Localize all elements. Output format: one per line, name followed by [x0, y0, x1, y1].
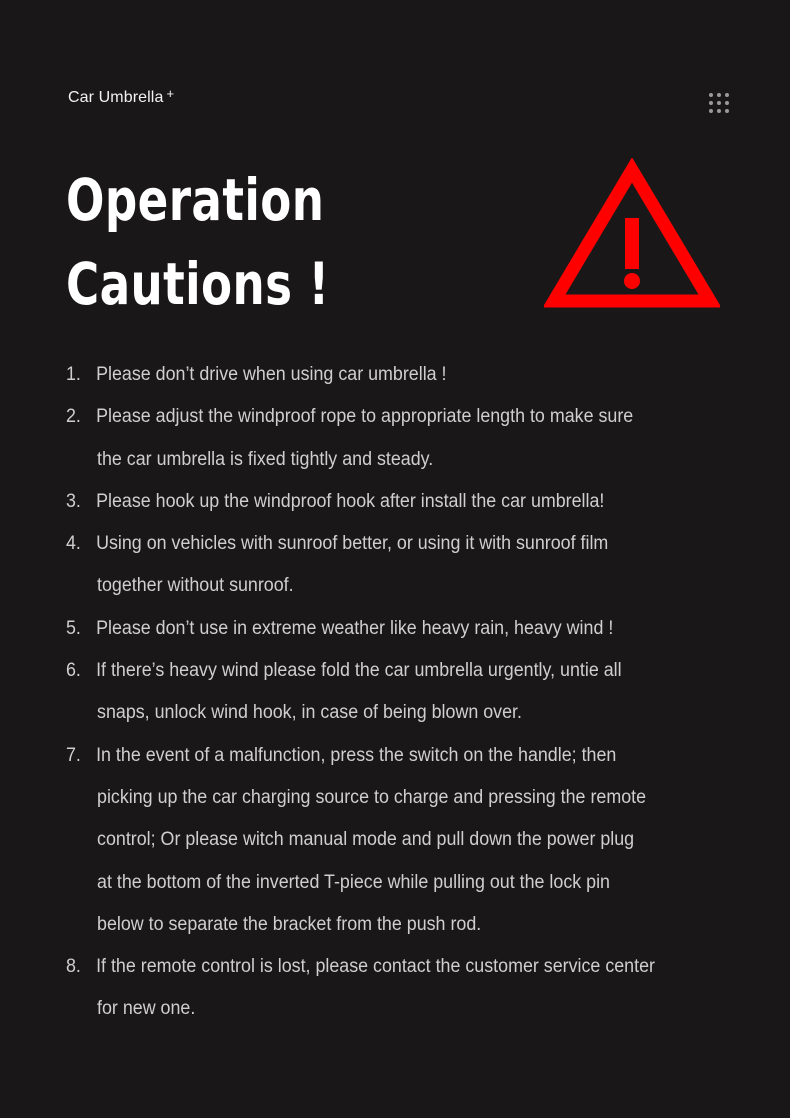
brand-title	[68, 86, 175, 107]
caution-text-line: If the remote control is lost, please contact the customer service center	[96, 956, 655, 978]
caution-text-line: at the bottom of the inverted T-piece while pulling out the lock pin	[97, 871, 610, 893]
caution-text-line: control; Or please witch manual mode and pull down the power plug	[97, 829, 635, 851]
cautions-list	[66, 354, 715, 1031]
caution-text-line: together without sunroof.	[97, 575, 294, 597]
caution-number: 5.	[66, 617, 81, 639]
caution-text-line: Please don’t drive when using car umbrella !	[96, 364, 447, 385]
caution-item	[66, 481, 715, 523]
caution-item	[66, 650, 715, 735]
caution-text-line: snaps, unlock wind hook, in case of being blown over.	[97, 702, 522, 724]
caution-number: 6.	[66, 660, 81, 682]
caution-number: 8.	[66, 956, 81, 978]
caution-number: 7.	[66, 744, 81, 766]
grid-dots-icon[interactable]	[707, 91, 735, 119]
page-title-line-2: Cautions !	[66, 250, 330, 318]
caution-text-line: Please don’t use in extreme weather like heavy rain, heavy wind !	[96, 617, 614, 639]
page-title-line-1: Operation	[66, 166, 325, 234]
caution-text-line: below to separate the bracket from the push rod.	[97, 913, 482, 935]
caution-number: 2.	[66, 406, 81, 428]
caution-text-line: Please hook up the windproof hook after install the car umbrella!	[96, 490, 605, 512]
caution-item	[66, 396, 715, 481]
brand-plus-mark: +	[166, 86, 175, 101]
caution-item	[66, 354, 715, 396]
warning-triangle-icon	[544, 158, 720, 312]
caution-text-line: In the event of a malfunction, press the switch on the handle; then	[96, 744, 617, 766]
caution-text-line: for new one.	[97, 998, 196, 1020]
caution-number: 4.	[66, 533, 81, 555]
brand-name: Car Umbrella	[68, 89, 164, 106]
caution-item	[66, 735, 715, 946]
caution-item	[66, 608, 715, 650]
caution-text-line: picking up the car charging source to charge and pressing the remote	[97, 786, 647, 808]
caution-text-line: Using on vehicles with sunroof better, or using it with sunroof film	[96, 533, 609, 555]
caution-text-line: Please adjust the windproof rope to appropriate length to make sure	[96, 406, 634, 428]
caution-number: 3.	[66, 490, 81, 512]
caution-text-line: the car umbrella is fixed tightly and steady.	[97, 448, 434, 470]
caution-item	[66, 946, 715, 1031]
caution-number: 1.	[66, 364, 81, 385]
caution-item	[66, 523, 715, 608]
caution-text-line: If there’s heavy wind please fold the car umbrella urgently, untie all	[96, 660, 622, 682]
page-title	[66, 158, 330, 326]
